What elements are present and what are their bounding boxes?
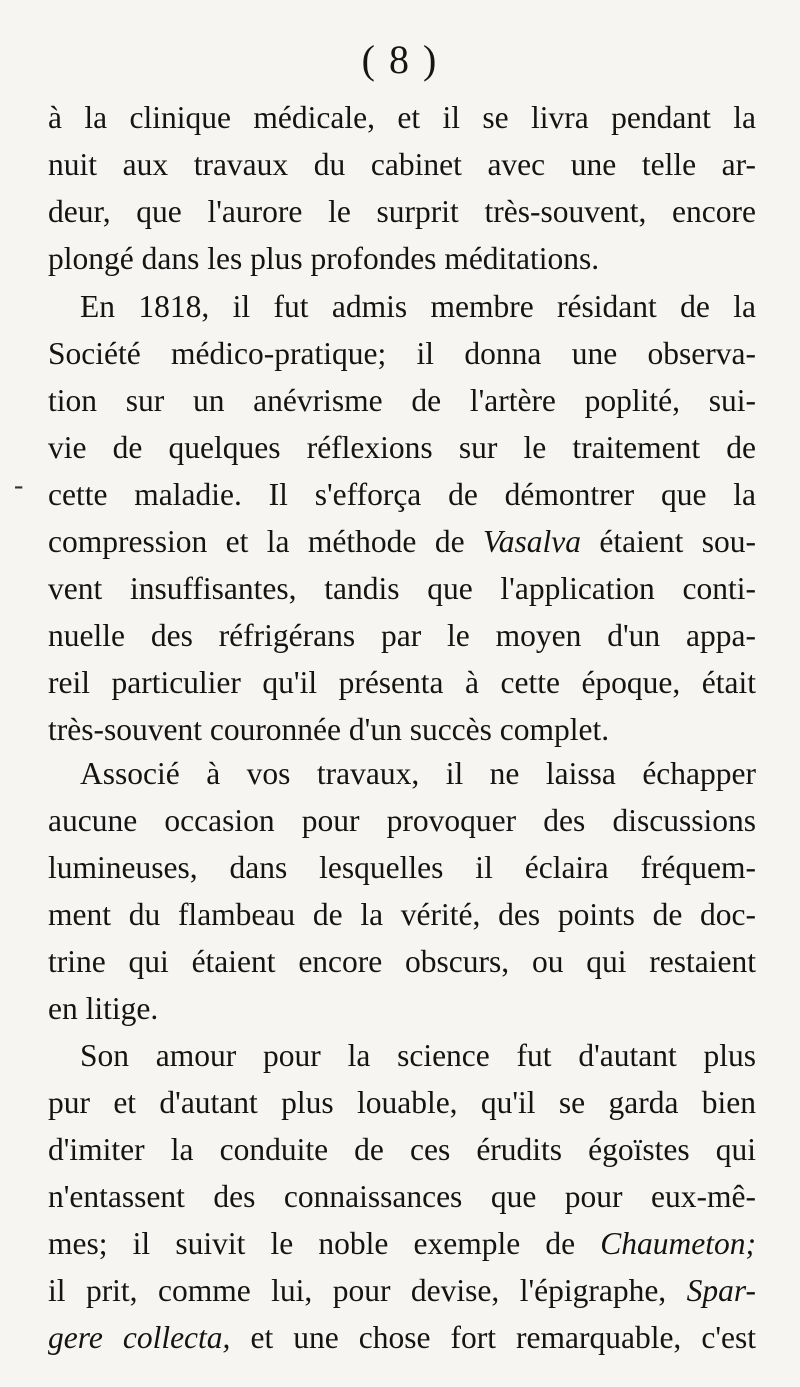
text-line xyxy=(48,471,756,518)
paragraph-4 xyxy=(48,1032,756,1361)
text-run: Société médico-pratique; il donna une observa- xyxy=(48,336,756,371)
text-line xyxy=(48,985,756,1032)
text-line xyxy=(48,797,756,844)
text-run: vent insuffisantes, tandis que l'application conti- xyxy=(48,571,756,606)
text-run: d'imiter la conduite de ces érudits égoïstes qui xyxy=(48,1132,756,1167)
paragraph-1 xyxy=(48,94,756,282)
text-run: pur et d'autant plus louable, qu'il se garda bien xyxy=(48,1085,756,1120)
text-run: étaient sou- xyxy=(580,524,756,559)
text-line xyxy=(48,750,756,797)
text-line xyxy=(48,565,756,612)
text-line xyxy=(48,330,756,377)
text-line xyxy=(48,283,756,330)
text-run: n'entassent des connaissances que pour eux-mê- xyxy=(48,1179,756,1214)
text-run: Associé à vos travaux, il ne laissa échapper xyxy=(80,756,756,791)
text-line xyxy=(48,1079,756,1126)
text-line xyxy=(48,1173,756,1220)
paragraph-2 xyxy=(48,283,756,753)
text-run: En 1818, il fut admis membre résidant de la xyxy=(80,289,756,324)
text-line xyxy=(48,938,756,985)
text-line xyxy=(48,188,756,235)
text-line xyxy=(48,659,756,706)
text-line xyxy=(48,377,756,424)
text-run: lumineuses, dans lesquelles il éclaira fréquem- xyxy=(48,850,756,885)
text-line xyxy=(48,1220,756,1267)
text-run: tion sur un anévrisme de l'artère poplité, sui- xyxy=(48,383,756,418)
text-line xyxy=(48,1126,756,1173)
text-line xyxy=(48,844,756,891)
text-line xyxy=(48,706,756,753)
text-run: à la clinique médicale, et il se livra pendant la xyxy=(48,100,756,135)
text-run: cette maladie. Il s'efforça de démontrer que la xyxy=(48,477,756,512)
italic-text: Vasalva xyxy=(482,524,581,559)
text-run: mes; il suivit le noble exemple de xyxy=(48,1226,601,1261)
margin-mark: - xyxy=(14,470,24,501)
text-run: en litige. xyxy=(48,991,159,1026)
text-run: aucune occasion pour provoquer des discussions xyxy=(48,803,756,838)
text-line xyxy=(48,1267,756,1314)
text-run: nuit aux travaux du cabinet avec une telle ar- xyxy=(48,147,756,182)
text-line xyxy=(48,1032,756,1079)
text-line xyxy=(48,1314,756,1361)
text-run: plongé dans les plus profondes méditations. xyxy=(48,241,600,276)
text-line xyxy=(48,891,756,938)
text-run: vie de quelques réflexions sur le traitement de xyxy=(48,430,756,465)
paragraph-3 xyxy=(48,750,756,1032)
italic-text: Chaumeton; xyxy=(600,1226,756,1261)
italic-text: Spar- xyxy=(686,1273,756,1308)
text-line xyxy=(48,141,756,188)
text-run: reil particulier qu'il présenta à cette époque, était xyxy=(48,665,756,700)
text-line xyxy=(48,94,756,141)
text-run: Son amour pour la science fut d'autant plus xyxy=(80,1038,756,1073)
text-run: ment du flambeau de la vérité, des points de doc- xyxy=(48,897,756,932)
text-run: nuelle des réfrigérans par le moyen d'un appa- xyxy=(48,618,756,653)
italic-text: gere collecta, xyxy=(48,1320,231,1355)
text-line xyxy=(48,518,756,565)
text-run: deur, que l'aurore le surprit très-souvent, encore xyxy=(48,194,756,229)
text-run: il prit, comme lui, pour devise, l'épigraphe, xyxy=(48,1273,687,1308)
text-line xyxy=(48,424,756,471)
page-number: ( 8 ) xyxy=(361,37,439,82)
text-run: compression et la méthode de xyxy=(48,524,483,559)
text-line xyxy=(48,235,756,282)
text-run: et une chose fort remarquable, c'est xyxy=(230,1320,756,1355)
text-run: très-souvent couronnée d'un succès complet. xyxy=(48,712,610,747)
text-run: trine qui étaient encore obscurs, ou qui restaient xyxy=(48,944,756,979)
text-line xyxy=(48,612,756,659)
